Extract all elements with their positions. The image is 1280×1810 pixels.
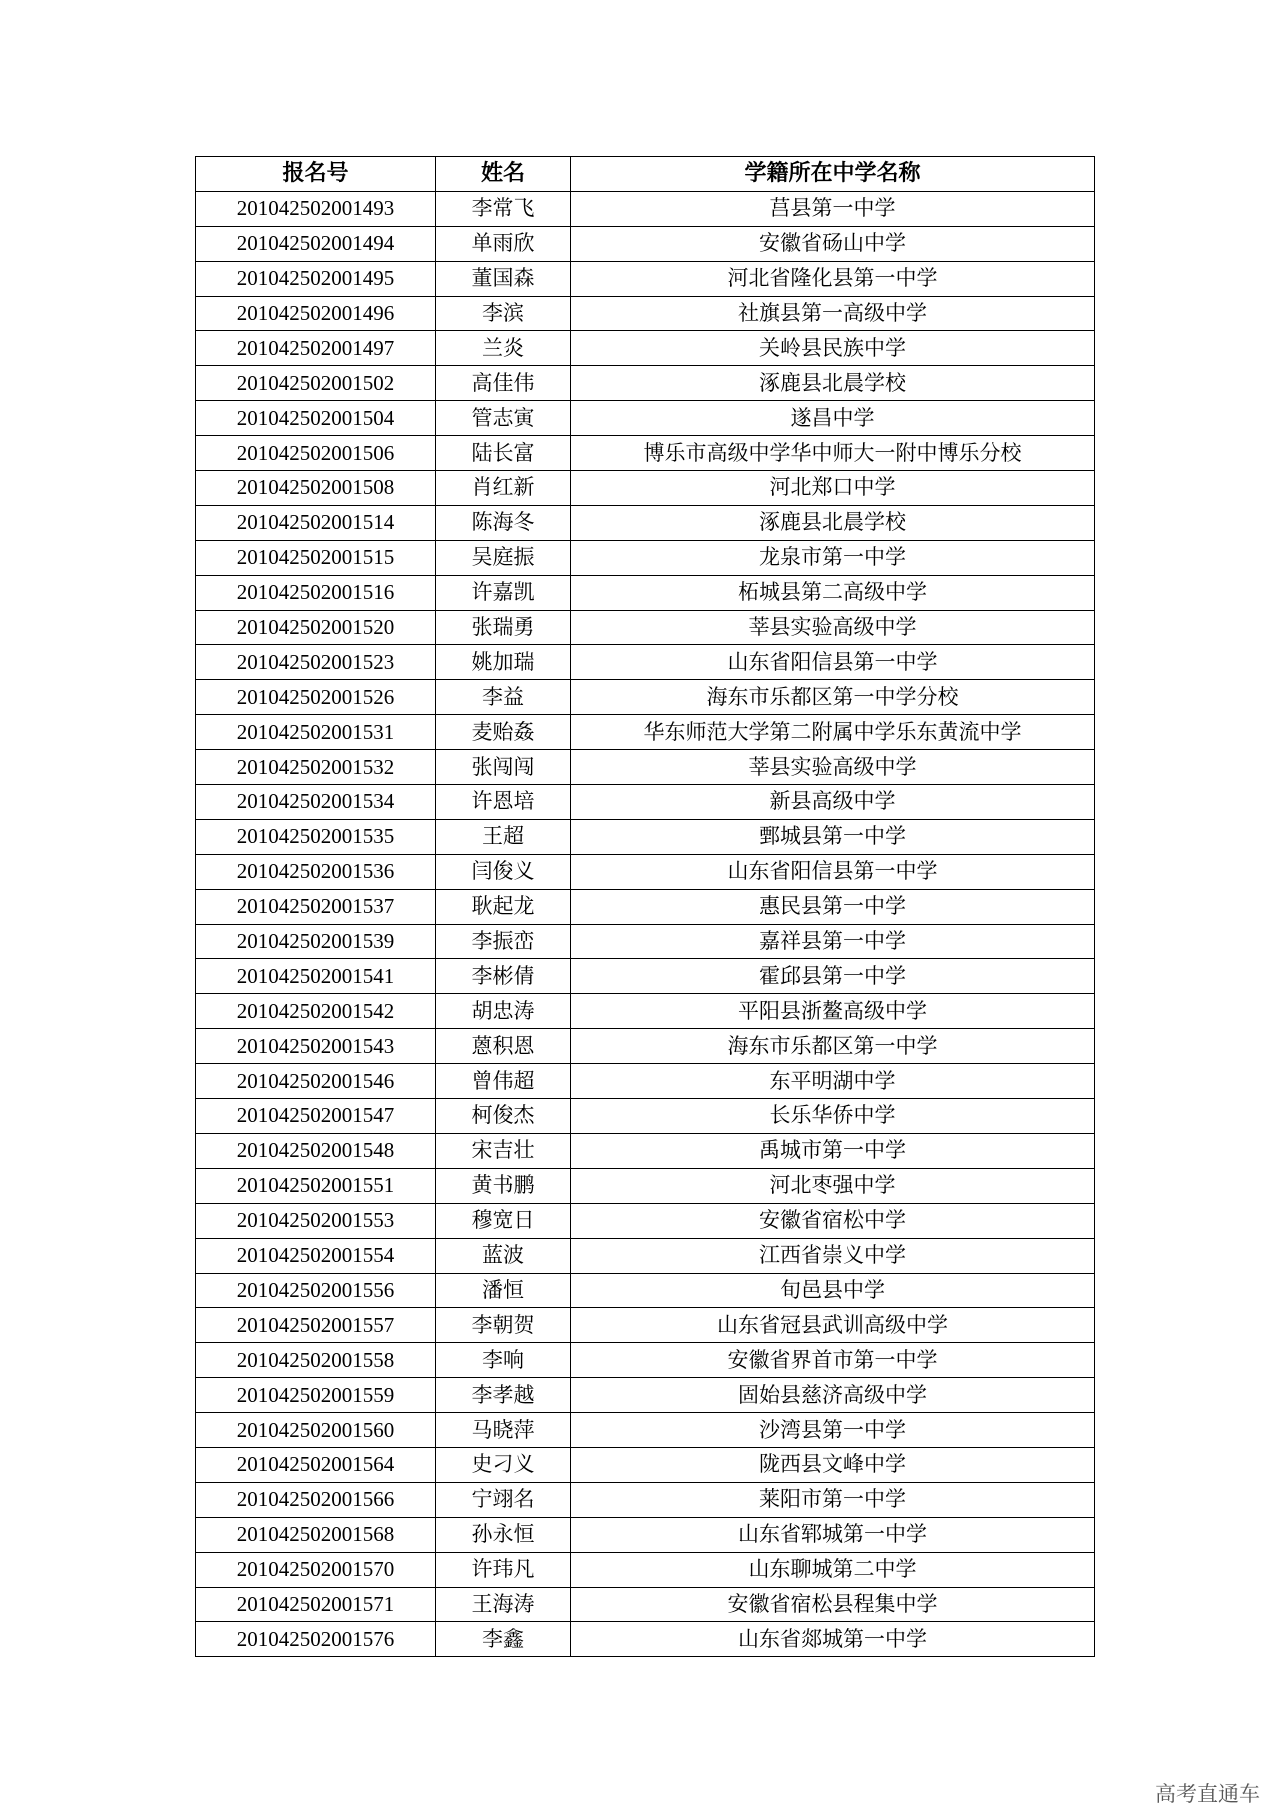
header-row: [196, 157, 1095, 192]
cell-school-name: 霍邱县第一中学: [571, 959, 1095, 994]
cell-registration-number: 201042502001506: [196, 436, 436, 471]
cell-school-name: 安徽省砀山中学: [571, 226, 1095, 261]
table-row: [196, 401, 1095, 436]
cell-school-name: 新县高级中学: [571, 785, 1095, 820]
cell-school-name: 山东省冠县武训高级中学: [571, 1308, 1095, 1343]
cell-name: 管志寅: [436, 401, 571, 436]
cell-name: 柯俊杰: [436, 1099, 571, 1134]
cell-registration-number: 201042502001564: [196, 1447, 436, 1482]
cell-school-name: 柘城县第二高级中学: [571, 575, 1095, 610]
cell-name: 李彬倩: [436, 959, 571, 994]
cell-school-name: 龙泉市第一中学: [571, 540, 1095, 575]
cell-registration-number: 201042502001495: [196, 261, 436, 296]
cell-school-name: 长乐华侨中学: [571, 1099, 1095, 1134]
cell-registration-number: 201042502001551: [196, 1168, 436, 1203]
table-row: [196, 1168, 1095, 1203]
table-row: [196, 471, 1095, 506]
cell-registration-number: 201042502001532: [196, 750, 436, 785]
table-row: [196, 924, 1095, 959]
table-row: [196, 1447, 1095, 1482]
cell-name: 张闯闯: [436, 750, 571, 785]
cell-school-name: 禹城市第一中学: [571, 1133, 1095, 1168]
cell-registration-number: 201042502001508: [196, 471, 436, 506]
cell-registration-number: 201042502001494: [196, 226, 436, 261]
cell-registration-number: 201042502001541: [196, 959, 436, 994]
cell-name: 王超: [436, 819, 571, 854]
table-row: [196, 819, 1095, 854]
cell-registration-number: 201042502001493: [196, 191, 436, 226]
table-row: [196, 1587, 1095, 1622]
cell-name: 董国森: [436, 261, 571, 296]
cell-name: 穆宽日: [436, 1203, 571, 1238]
cell-registration-number: 201042502001560: [196, 1413, 436, 1448]
cell-name: 史刁义: [436, 1447, 571, 1482]
cell-name: 单雨欣: [436, 226, 571, 261]
table-row: [196, 610, 1095, 645]
cell-name: 李益: [436, 680, 571, 715]
cell-registration-number: 201042502001556: [196, 1273, 436, 1308]
table-row: [196, 715, 1095, 750]
table-body: [196, 191, 1095, 1656]
cell-registration-number: 201042502001496: [196, 296, 436, 331]
cell-name: 李孝越: [436, 1378, 571, 1413]
table-row: [196, 1238, 1095, 1273]
table-row: [196, 1308, 1095, 1343]
cell-name: 潘恒: [436, 1273, 571, 1308]
table-row: [196, 261, 1095, 296]
cell-school-name: 莘县实验高级中学: [571, 610, 1095, 645]
cell-school-name: 博乐市高级中学华中师大一附中博乐分校: [571, 436, 1095, 471]
cell-registration-number: 201042502001515: [196, 540, 436, 575]
cell-school-name: 固始县慈济高级中学: [571, 1378, 1095, 1413]
cell-registration-number: 201042502001526: [196, 680, 436, 715]
cell-name: 李滨: [436, 296, 571, 331]
cell-school-name: 华东师范大学第二附属中学乐东黄流中学: [571, 715, 1095, 750]
cell-registration-number: 201042502001547: [196, 1099, 436, 1134]
cell-name: 许嘉凯: [436, 575, 571, 610]
cell-registration-number: 201042502001535: [196, 819, 436, 854]
table-row: [196, 680, 1095, 715]
cell-school-name: 莒县第一中学: [571, 191, 1095, 226]
cell-registration-number: 201042502001543: [196, 1029, 436, 1064]
table-row: [196, 1099, 1095, 1134]
cell-school-name: 莱阳市第一中学: [571, 1482, 1095, 1517]
cell-registration-number: 201042502001559: [196, 1378, 436, 1413]
table-row: [196, 1378, 1095, 1413]
table-row: [196, 226, 1095, 261]
table-row: [196, 1482, 1095, 1517]
cell-school-name: 社旗县第一高级中学: [571, 296, 1095, 331]
cell-registration-number: 201042502001571: [196, 1587, 436, 1622]
cell-school-name: 嘉祥县第一中学: [571, 924, 1095, 959]
cell-school-name: 河北枣强中学: [571, 1168, 1095, 1203]
header-registration-number: 报名号: [196, 157, 436, 192]
cell-name: 耿起龙: [436, 889, 571, 924]
cell-school-name: 东平明湖中学: [571, 1064, 1095, 1099]
cell-registration-number: 201042502001537: [196, 889, 436, 924]
cell-registration-number: 201042502001548: [196, 1133, 436, 1168]
table-row: [196, 436, 1095, 471]
cell-name: 陈海冬: [436, 505, 571, 540]
table-row: [196, 331, 1095, 366]
cell-name: 肖红新: [436, 471, 571, 506]
cell-school-name: 安徽省宿松中学: [571, 1203, 1095, 1238]
roster-table: [195, 156, 1095, 1657]
cell-registration-number: 201042502001536: [196, 854, 436, 889]
table-row: [196, 575, 1095, 610]
cell-name: 李常飞: [436, 191, 571, 226]
header-name: 姓名: [436, 157, 571, 192]
table-row: [196, 1029, 1095, 1064]
cell-name: 闫俊义: [436, 854, 571, 889]
cell-name: 马晓萍: [436, 1413, 571, 1448]
table-row: [196, 191, 1095, 226]
cell-school-name: 山东省郯城第一中学: [571, 1622, 1095, 1657]
cell-name: 麦贻姦: [436, 715, 571, 750]
table-row: [196, 1517, 1095, 1552]
cell-name: 许恩培: [436, 785, 571, 820]
cell-name: 张瑞勇: [436, 610, 571, 645]
cell-registration-number: 201042502001514: [196, 505, 436, 540]
table-row: [196, 889, 1095, 924]
cell-name: 李响: [436, 1343, 571, 1378]
cell-name: 高佳伟: [436, 366, 571, 401]
cell-registration-number: 201042502001558: [196, 1343, 436, 1378]
cell-name: 孙永恒: [436, 1517, 571, 1552]
cell-school-name: 旬邑县中学: [571, 1273, 1095, 1308]
cell-name: 李朝贺: [436, 1308, 571, 1343]
cell-registration-number: 201042502001531: [196, 715, 436, 750]
table-row: [196, 785, 1095, 820]
table-row: [196, 854, 1095, 889]
cell-school-name: 河北郑口中学: [571, 471, 1095, 506]
cell-registration-number: 201042502001554: [196, 1238, 436, 1273]
table-row: [196, 1622, 1095, 1657]
cell-name: 许玮凡: [436, 1552, 571, 1587]
cell-registration-number: 201042502001504: [196, 401, 436, 436]
cell-school-name: 沙湾县第一中学: [571, 1413, 1095, 1448]
cell-registration-number: 201042502001523: [196, 645, 436, 680]
cell-name: 李鑫: [436, 1622, 571, 1657]
cell-school-name: 海东市乐都区第一中学分校: [571, 680, 1095, 715]
cell-school-name: 海东市乐都区第一中学: [571, 1029, 1095, 1064]
cell-name: 蓝波: [436, 1238, 571, 1273]
cell-registration-number: 201042502001546: [196, 1064, 436, 1099]
cell-name: 曾伟超: [436, 1064, 571, 1099]
cell-school-name: 河北省隆化县第一中学: [571, 261, 1095, 296]
table-row: [196, 296, 1095, 331]
cell-name: 宋吉壮: [436, 1133, 571, 1168]
table-row: [196, 1203, 1095, 1238]
cell-name: 宁翊名: [436, 1482, 571, 1517]
cell-registration-number: 201042502001553: [196, 1203, 436, 1238]
cell-registration-number: 201042502001566: [196, 1482, 436, 1517]
cell-name: 黄书鹏: [436, 1168, 571, 1203]
cell-registration-number: 201042502001539: [196, 924, 436, 959]
cell-school-name: 莘县实验高级中学: [571, 750, 1095, 785]
cell-name: 李振峦: [436, 924, 571, 959]
cell-school-name: 山东省阳信县第一中学: [571, 854, 1095, 889]
cell-school-name: 陇西县文峰中学: [571, 1447, 1095, 1482]
cell-school-name: 山东聊城第二中学: [571, 1552, 1095, 1587]
cell-registration-number: 201042502001557: [196, 1308, 436, 1343]
table-row: [196, 505, 1095, 540]
table-row: [196, 750, 1095, 785]
cell-school-name: 涿鹿县北晨学校: [571, 366, 1095, 401]
cell-school-name: 关岭县民族中学: [571, 331, 1095, 366]
cell-name: 蒽积恩: [436, 1029, 571, 1064]
cell-school-name: 山东省郓城第一中学: [571, 1517, 1095, 1552]
watermark-text: 高考直通车: [1155, 1782, 1260, 1806]
table-row: [196, 1133, 1095, 1168]
header-school-name: 学籍所在中学名称: [571, 157, 1095, 192]
cell-registration-number: 201042502001502: [196, 366, 436, 401]
cell-registration-number: 201042502001568: [196, 1517, 436, 1552]
cell-school-name: 平阳县浙鳌高级中学: [571, 994, 1095, 1029]
table-row: [196, 366, 1095, 401]
table-row: [196, 1064, 1095, 1099]
table-row: [196, 645, 1095, 680]
cell-registration-number: 201042502001520: [196, 610, 436, 645]
cell-school-name: 安徽省界首市第一中学: [571, 1343, 1095, 1378]
cell-school-name: 安徽省宿松县程集中学: [571, 1587, 1095, 1622]
table-row: [196, 994, 1095, 1029]
cell-name: 陆长富: [436, 436, 571, 471]
table-row: [196, 1343, 1095, 1378]
cell-registration-number: 201042502001534: [196, 785, 436, 820]
table-row: [196, 1552, 1095, 1587]
cell-name: 兰炎: [436, 331, 571, 366]
table-row: [196, 1273, 1095, 1308]
table-row: [196, 540, 1095, 575]
cell-registration-number: 201042502001570: [196, 1552, 436, 1587]
cell-school-name: 涿鹿县北晨学校: [571, 505, 1095, 540]
cell-registration-number: 201042502001497: [196, 331, 436, 366]
cell-name: 吴庭振: [436, 540, 571, 575]
cell-registration-number: 201042502001542: [196, 994, 436, 1029]
cell-registration-number: 201042502001576: [196, 1622, 436, 1657]
cell-school-name: 遂昌中学: [571, 401, 1095, 436]
table-row: [196, 1413, 1095, 1448]
cell-school-name: 惠民县第一中学: [571, 889, 1095, 924]
cell-name: 王海涛: [436, 1587, 571, 1622]
cell-registration-number: 201042502001516: [196, 575, 436, 610]
cell-school-name: 江西省崇义中学: [571, 1238, 1095, 1273]
cell-school-name: 山东省阳信县第一中学: [571, 645, 1095, 680]
cell-name: 姚加瑞: [436, 645, 571, 680]
table-row: [196, 959, 1095, 994]
cell-name: 胡忠涛: [436, 994, 571, 1029]
cell-school-name: 鄄城县第一中学: [571, 819, 1095, 854]
